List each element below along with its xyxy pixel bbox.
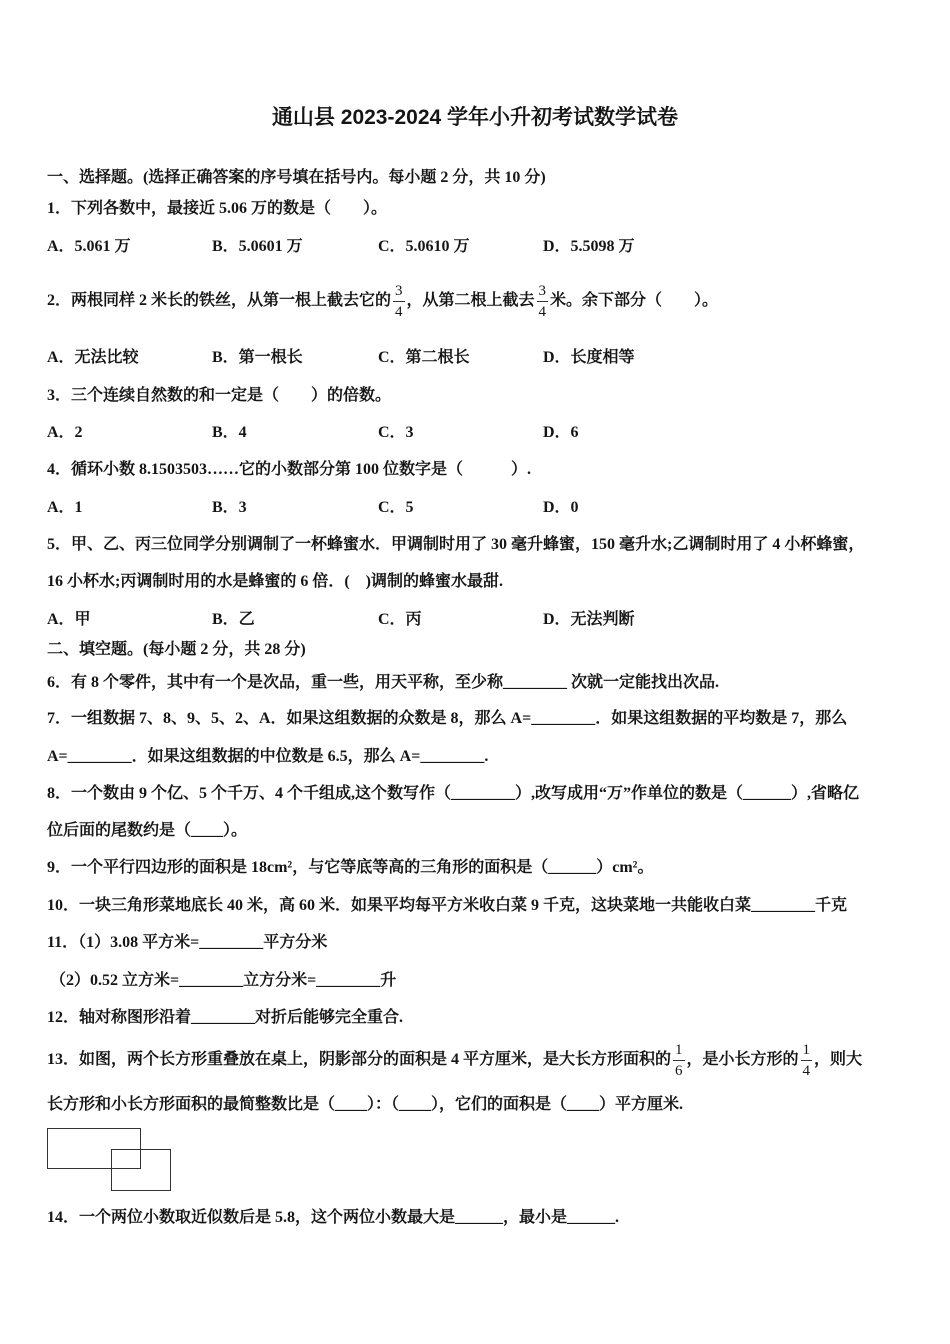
- question-13-stem-line-1: [47, 1042, 862, 1079]
- option-b: B．5.0601 万: [212, 238, 303, 255]
- question-10-stem: 10．一块三角形菜地底长 40 米，高 60 米．如果平均每平方米收白菜 9 千克，这块菜地一共能收白菜________千克: [47, 897, 848, 914]
- option-b: B．4: [212, 424, 247, 441]
- fraction-1: [673, 1042, 685, 1079]
- option-d: D．无法判断: [543, 611, 635, 628]
- option-c: C．第二根长: [378, 349, 470, 366]
- fraction-denominator: 6: [675, 1063, 683, 1079]
- option-a: A．2: [47, 424, 83, 441]
- fraction-numerator: 3: [537, 283, 549, 302]
- question-9-stem: 9．一个平行四边形的面积是 18cm²，与它等底等高的三角形的面积是（______）cm²。: [47, 859, 654, 876]
- question-2-text-a: 2．两根同样 2 米长的铁丝，从第一根上截去它的: [47, 292, 392, 310]
- option-c: C．5.0610 万: [378, 238, 470, 255]
- fraction-numerator: 1: [673, 1042, 685, 1061]
- fraction-2: [801, 1042, 813, 1079]
- question-12-stem: 12．轴对称图形沿着________对折后能够完全重合.: [47, 1009, 404, 1026]
- exam-title: 通山县 2023-2024 学年小升初考试数学试卷: [271, 106, 679, 129]
- fraction-numerator: 1: [801, 1042, 813, 1061]
- question-2-options: [47, 348, 747, 368]
- question-7-stem-line-1: 7．一组数据 7、8、9、5、2、A．如果这组数据的众数是 8，那么 A=________．如果这组数据的平均数是 7，那么: [47, 710, 848, 727]
- option-d: D．5.5098 万: [543, 238, 635, 255]
- question-6-stem: 6．有 8 个零件，其中有一个是次品，重一些，用天平称，至少称________ 次就一定能找出次品.: [47, 674, 720, 691]
- question-14-stem: 14．一个两位小数取近似数后是 5.8，这个两位小数最大是______，最小是______.: [47, 1209, 620, 1226]
- question-2-text-b: ，从第二根上截去: [406, 292, 535, 310]
- option-c: C．丙: [378, 611, 422, 628]
- option-d: D．6: [543, 424, 579, 441]
- question-13-text-c: ，则大: [814, 1051, 863, 1069]
- question-5-stem-line-1: 5．甲、乙、丙三位同学分别调制了一杯蜂蜜水．甲调制时用了 30 毫升蜂蜜，150 毫升水;乙调制时用了 4 小杯蜂蜜，: [47, 536, 865, 553]
- question-13-text-b: ，是小长方形的: [686, 1051, 799, 1069]
- question-4-options: [47, 498, 747, 518]
- question-3-stem: 3．三个连续自然数的和一定是（ ）的倍数。: [47, 387, 392, 404]
- fraction-denominator: 4: [538, 304, 547, 320]
- small-rectangle: [111, 1149, 171, 1191]
- option-d: D．0: [543, 499, 579, 516]
- question-8-stem-line-2: 位后面的尾数约是（____）。: [47, 822, 248, 839]
- question-1-options: [47, 237, 747, 257]
- section-1-heading: 一、选择题。(选择正确答案的序号填在括号内。每小题 2 分，共 10 分): [47, 169, 546, 186]
- fraction-denominator: 4: [802, 1063, 811, 1079]
- question-13-text-a: 13．如图，两个长方形重叠放在桌上，阴影部分的面积是 4 平方厘米，是大长方形面积的: [47, 1051, 672, 1069]
- option-b: B．乙: [212, 611, 255, 628]
- question-5-stem-line-2: 16 小杯水;丙调制时用的水是蜂蜜的 6 倍．( )调制的蜂蜜水最甜.: [47, 573, 503, 590]
- question-8-stem-line-1: 8．一个数由 9 个亿、5 个千万、4 个千组成,这个数写作（________）,改写成用“万”作单位的数是（______）,省略亿: [47, 785, 860, 802]
- option-a: A．甲: [47, 611, 91, 628]
- option-c: C．3: [378, 424, 414, 441]
- fraction-denominator: 4: [395, 304, 403, 320]
- option-a: A．1: [47, 499, 83, 516]
- question-7-stem-line-2: A=________．如果这组数据的中位数是 6.5，那么 A=________.: [47, 748, 489, 765]
- fraction-numerator: 3: [393, 283, 405, 302]
- option-c: C．5: [378, 499, 414, 516]
- question-11-part-2: （2）0.52 立方米=________立方分米=________升: [50, 972, 397, 989]
- question-11-part-1: 11．（1）3.08 平方米=________平方分米: [47, 934, 328, 951]
- question-5-options: [47, 610, 747, 630]
- fraction-1: [393, 283, 405, 320]
- option-b: B．3: [212, 499, 247, 516]
- fraction-2: [537, 283, 549, 320]
- overlapping-rectangles-figure: [47, 1126, 177, 1194]
- option-d: D．长度相等: [543, 349, 635, 366]
- question-13-stem-line-2: 长方形和小长方形面积的最简整数比是（____）：（____），它们的面积是（____）平方厘米.: [47, 1096, 684, 1113]
- question-4-stem: 4．循环小数 8.1503503……它的小数部分第 100 位数字是（ ）.: [47, 461, 532, 478]
- section-2-heading: 二、填空题。(每小题 2 分，共 28 分): [47, 641, 306, 658]
- option-a: A．无法比较: [47, 349, 139, 366]
- question-2-text-c: 米。余下部分（ ）。: [550, 292, 719, 310]
- option-b: B．第一根长: [212, 349, 303, 366]
- question-2-stem: [47, 283, 718, 320]
- question-3-options: [47, 423, 747, 443]
- option-a: A．5.061 万: [47, 238, 131, 255]
- question-1-stem: 1．下列各数中，最接近 5.06 万的数是（ ）。: [47, 200, 388, 217]
